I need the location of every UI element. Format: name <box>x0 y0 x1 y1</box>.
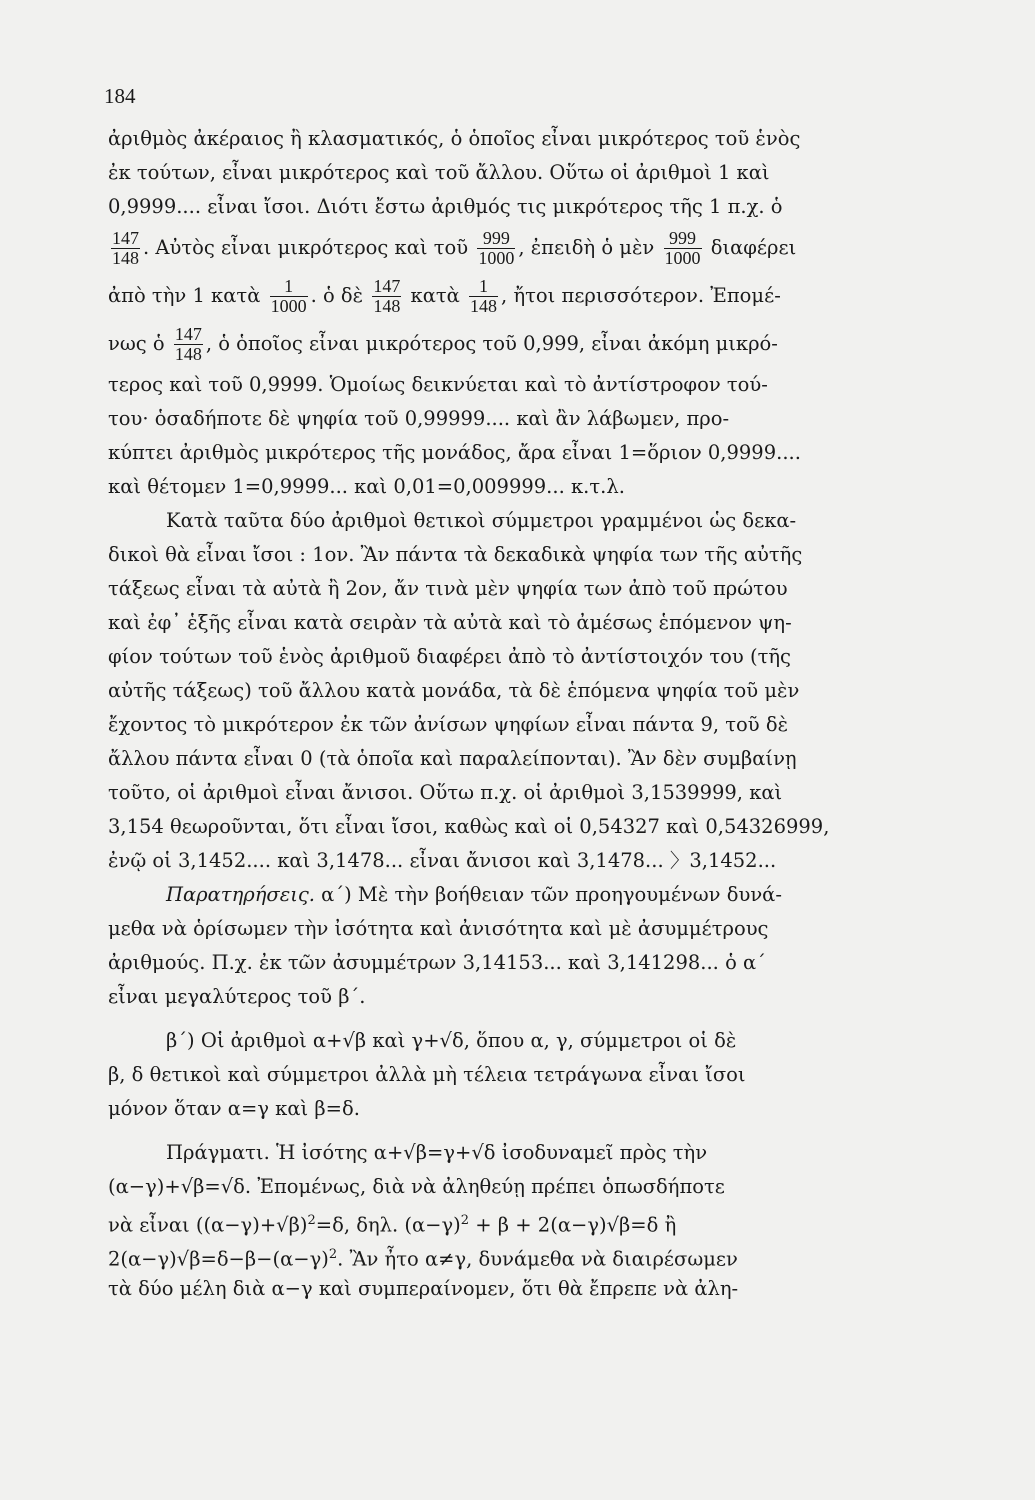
text-line: ἔχοντος τὸ μικρότερον ἐκ τῶν ἀνίσων ψηφίων εἶναι πάντα 9, τοῦ δὲ <box>108 713 789 736</box>
text-line-with-exponents: $2(\alpha-\gamma)√\beta=\delta-\beta-(\alpha-\gamma)^2$. Ἂν ἦτο α≠γ, δυνάμεθα νὰ διαιρέσωμεν <box>108 1247 738 1271</box>
paragraph-start: Πράγματι. Ἡ ἰσότης α+√β=γ+√δ ἰσοδυναμεῖ πρὸς τὴν <box>166 1141 708 1164</box>
fraction-1-1000: $\frac{1}{1000}$ <box>270 276 307 316</box>
text-line: φίον τούτων τοῦ ἑνὸς ἀριθμοῦ διαφέρει ἀπὸ τὸ ἀντίστοιχόν του (τῆς <box>108 645 791 668</box>
remarks-heading-line: Παρατηρήσεις. α΄) Μὲ τὴν βοήθειαν τῶν προηγουμένων δυνά- <box>166 883 782 906</box>
text-line-with-fractions: $\frac{147}{148}$ . Αὐτὸς εἶναι μικρότερος καὶ τοῦ $\frac{999}{1000}$ , ἐπειδὴ ὁ μὲν $\frac{999}{1000}$ διαφέρει <box>112 228 797 268</box>
exponent: 2 <box>460 1213 470 1228</box>
fraction-147-148: $\frac{147}{148}$ <box>174 324 202 364</box>
text-line: του· ὁσαδήποτε δὲ ψηφία τοῦ 0,99999.... καὶ ἂν λάβωμεν, προ- <box>108 407 730 430</box>
text-line-with-fractions: νως ὁ $\frac{147}{148}$ , ὁ ὁποῖος εἶναι μικρότερος τοῦ 0,999, εἶναι ἀκόμη μικρό- <box>108 324 778 364</box>
page-number: 184 <box>104 84 136 108</box>
remarks-heading: Παρατηρήσεις. <box>166 883 315 906</box>
paragraph-start: Κατὰ ταῦτα δύο ἀριθμοὶ θετικοὶ σύμμετροι γραμμένοι ὡς δεκα- <box>166 509 797 532</box>
fraction-999-1000: $\frac{999}{1000}$ <box>664 228 701 268</box>
body-text <box>108 122 968 1306</box>
text-line: β, δ θετικοὶ καὶ σύμμετροι ἀλλὰ μὴ τέλεια τετράγωνα εἶναι ἴσοι <box>108 1063 746 1086</box>
text-line: τοῦτο, οἱ ἀριθμοὶ εἶναι ἄνισοι. Οὕτω π.χ. οἱ ἀριθμοὶ 3,1539999, καὶ <box>108 781 783 804</box>
text-line-with-exponents: νὰ εἶναι $((\alpha-\gamma)+√\beta)^2=\delta$, δηλ. $(\alpha-\gamma)^2 + \beta + 2(\alpha-\gamma)√\beta=\delta$ ἢ <box>108 1213 677 1237</box>
text-line: αὐτῆς τάξεως) τοῦ ἄλλου κατὰ μονάδα, τὰ δὲ ἑπόμενα ψηφία τοῦ μὲν <box>108 679 800 702</box>
text-line: τερος καὶ τοῦ 0,9999. Ὁμοίως δεικνύεται καὶ τὸ ἀντίστροφον τού- <box>108 373 768 396</box>
fraction-999-1000: $\frac{999}{1000}$ <box>478 228 515 268</box>
text-line: τὰ δύο μέλη διὰ α−γ καὶ συμπεραίνομεν, ὅτι θὰ ἔπρεπε νὰ ἀλη- <box>108 1277 739 1300</box>
exponent: 2 <box>328 1247 338 1262</box>
text-line: μεθα νὰ ὁρίσωμεν τὴν ἰσότητα καὶ ἀνισότητα καὶ μὲ ἀσυμμέτρους <box>108 917 769 940</box>
text-line-with-fractions: ἀπὸ τὴν 1 κατὰ $\frac{1}{1000}$ . ὁ δὲ $\frac{147}{148}$ κατὰ $\frac{1}{148}$ , ἤτοι περισσότερον. Ἐπομέ- <box>108 276 781 316</box>
text-line: ἄλλου πάντα εἶναι 0 (τὰ ὁποῖα καὶ παραλείπονται). Ἂν δὲν συμβαίνῃ <box>108 747 797 770</box>
text-line: κύπτει ἀριθμὸς μικρότερος τῆς μονάδος, ἄρα εἶναι 1=ὅριον 0,9999.... <box>108 441 801 464</box>
text-line: 3,154 θεωροῦνται, ὅτι εἶναι ἴσοι, καθὼς καὶ οἱ 0,54327 καὶ 0,54326999, <box>108 815 830 838</box>
fraction-147-148: $\frac{147}{148}$ <box>112 228 139 268</box>
text-line: ἀριθμούς. Π.χ. ἐκ τῶν ἀσυμμέτρων 3,14153... καὶ 3,141298... ὁ α΄ <box>108 951 766 974</box>
text-line: καὶ θέτομεν 1=0,9999... καὶ 0,01=0,009999... κ.τ.λ. <box>108 475 625 498</box>
text-line: εἶναι μεγαλύτερος τοῦ β΄. <box>108 985 366 1008</box>
text-line: δικοὶ θὰ εἶναι ἴσοι : 1ον. Ἂν πάντα τὰ δεκαδικὰ ψηφία των τῆς αὐτῆς <box>108 543 803 566</box>
text-line: ἀριθμὸς ἀκέραιος ἢ κλασματικός, ὁ ὁποῖος εἶναι μικρότερος τοῦ ἑνὸς <box>108 127 801 150</box>
text-line: 0,9999.... εἶναι ἴσοι. Διότι ἔστω ἀριθμός τις μικρότερος τῆς 1 π.χ. ὁ <box>108 195 783 218</box>
text-line: ἐκ τούτων, εἶναι μικρότερος καὶ τοῦ ἄλλου. Οὕτω οἱ ἀριθμοὶ 1 καὶ <box>108 161 770 184</box>
fraction-1-148: $\frac{1}{148}$ <box>470 276 498 316</box>
exponent: 2 <box>307 1213 316 1228</box>
text-line: ἐνῷ οἱ 3,1452.... καὶ 3,1478... εἶναι ἄνισοι καὶ 3,1478... 〉3,1452... <box>108 849 777 872</box>
text-line: μόνον ὅταν α=γ καὶ β=δ. <box>108 1097 360 1120</box>
paragraph-start: β΄) Οἱ ἀριθμοὶ α+√β καὶ γ+√δ, ὅπου α, γ, σύμμετροι οἱ δὲ <box>166 1029 737 1052</box>
text-line: τάξεως εἶναι τὰ αὐτὰ ἢ 2ον, ἄν τινὰ μὲν ψηφία των ἀπὸ τοῦ πρώτου <box>108 577 788 600</box>
text-line: καὶ ἐφ᾽ ἑξῆς εἶναι κατὰ σειρὰν τὰ αὐτὰ καὶ τὸ ἀμέσως ἑπόμενον ψη- <box>108 611 792 634</box>
text-line: (α−γ)+√β=√δ. Ἐπομένως, διὰ νὰ ἀληθεύῃ πρέπει ὁπωσδήποτε <box>108 1175 725 1198</box>
fraction-147-148: $\frac{147}{148}$ <box>373 276 401 316</box>
